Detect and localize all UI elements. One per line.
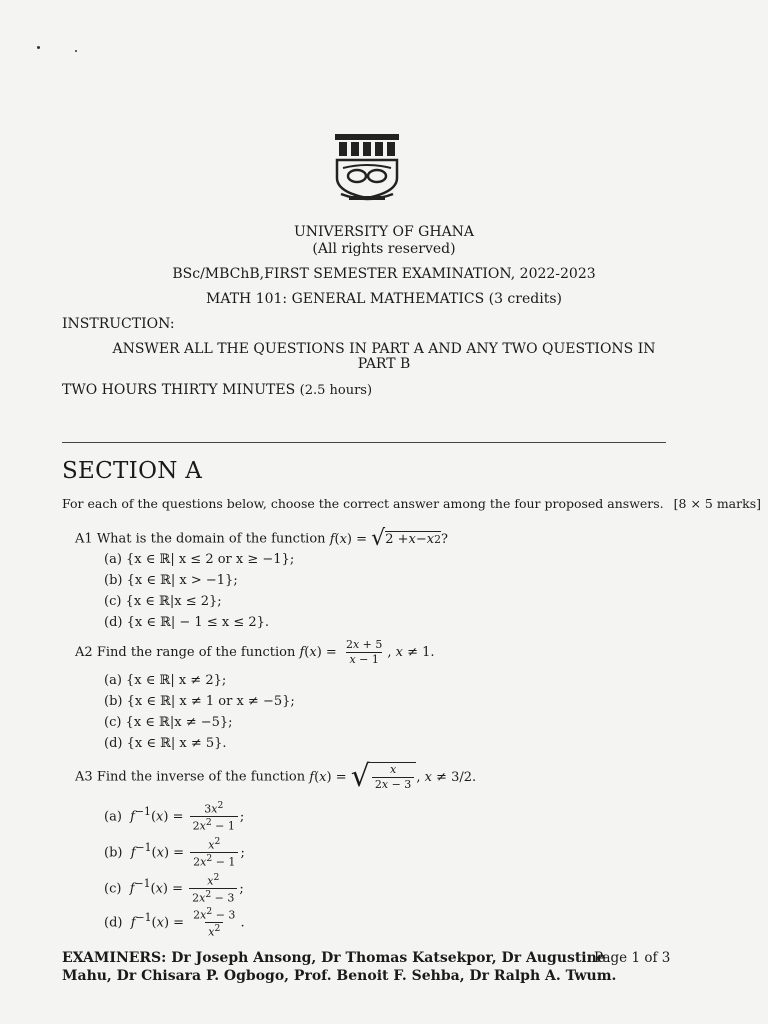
question-id: A3 — [75, 769, 93, 785]
instruction-text-line1: ANSWER ALL THE QUESTIONS IN PART A AND ANY TWO QUESTIONS IN — [112, 341, 656, 357]
question-stem: Find the inverse of the function — [96, 769, 306, 785]
option-a2-b: (b) {x ∈ ℝ| x ≠ 1 or x ≠ −5}; — [104, 694, 295, 709]
instruction-label: INSTRUCTION: — [62, 316, 175, 332]
rights-notice: (All rights reserved) — [312, 241, 456, 257]
section-title: SECTION A — [62, 458, 203, 484]
scan-speck — [75, 50, 77, 52]
option-a3-b: (b) $f^{-1}(x)$ = $\frac{x^2}{2x^2 - 1}$ ; — [104, 836, 245, 870]
question-function: f(x) = $\frac{2x + 5}{x - 1}$ , x ≠ 1. — [299, 638, 435, 666]
question-function: f(x) = √ 2 + x − x 2 ? — [329, 526, 448, 551]
duration-note: (2.5 hours) — [299, 383, 373, 398]
option-a3-c: (c) $f^{-1}(x)$ = $\frac{x^2}{2x^2 - 3}$ ; — [104, 872, 244, 906]
question-a3 — [75, 759, 477, 794]
exam-duration — [62, 382, 372, 398]
question-stem: Find the range of the function — [96, 644, 296, 660]
option-a1-a: (a) {x ∈ ℝ| x ≤ 2 or x ≥ −1}; — [104, 552, 295, 567]
option-a1-d: (d) {x ∈ ℝ| − 1 ≤ x ≤ 2}. — [104, 615, 270, 630]
option-a3-a: (a) $f^{-1}(x)$ = $\frac{3x^2}{2x^2 - 1}$ ; — [104, 800, 245, 834]
question-stem: What is the domain of the function — [96, 531, 326, 547]
page-number: Page 1 of 3 — [594, 950, 671, 966]
instruction-text-line2: PART B — [357, 356, 411, 372]
question-function: f(x) = √ $\frac{x}{2x - 3}$ , x ≠ 3/2. — [309, 759, 477, 794]
examiners-line1: EXAMINERS: Dr Joseph Ansong, Dr Thomas Katsekpor, Dr Augustine — [62, 950, 606, 966]
question-id: A2 — [75, 644, 93, 660]
exam-title: BSc/MBChB,FIRST SEMESTER EXAMINATION, 2022-2023 — [172, 266, 596, 282]
question-id: A1 — [75, 531, 93, 547]
option-a1-c: (c) {x ∈ ℝ|x ≤ 2}; — [104, 594, 222, 609]
question-a1 — [75, 528, 448, 550]
course-title: MATH 101: GENERAL MATHEMATICS (3 credits) — [206, 291, 562, 307]
option-a2-d: (d) {x ∈ ℝ| x ≠ 5}. — [104, 736, 227, 751]
question-a2 — [75, 638, 435, 667]
option-a1-b: (b) {x ∈ ℝ| x > −1}; — [104, 573, 238, 588]
option-a3-d: (d) $f^{-1}(x)$ = $\frac{2x^2 - 3}{x^2}$ . — [104, 906, 245, 940]
duration-text: TWO HOURS THIRTY MINUTES — [62, 382, 296, 398]
university-name: UNIVERSITY OF GHANA — [293, 224, 475, 240]
section-intro-text: For each of the questions below, choose the correct answer among the four proposed answers. — [62, 496, 664, 511]
examiners-line2: Mahu, Dr Chisara P. Ogbogo, Prof. Benoit F. Sehba, Dr Ralph A. Twum. — [62, 968, 617, 984]
section-marks: [8 × 5 marks] — [673, 496, 761, 511]
scan-speck — [37, 46, 40, 49]
option-a2-c: (c) {x ∈ ℝ|x ≠ −5}; — [104, 715, 233, 730]
option-a2-a: (a) {x ∈ ℝ| x ≠ 2}; — [104, 673, 227, 688]
section-divider — [62, 442, 666, 443]
university-crest-logo — [333, 132, 401, 204]
section-intro — [62, 496, 761, 511]
